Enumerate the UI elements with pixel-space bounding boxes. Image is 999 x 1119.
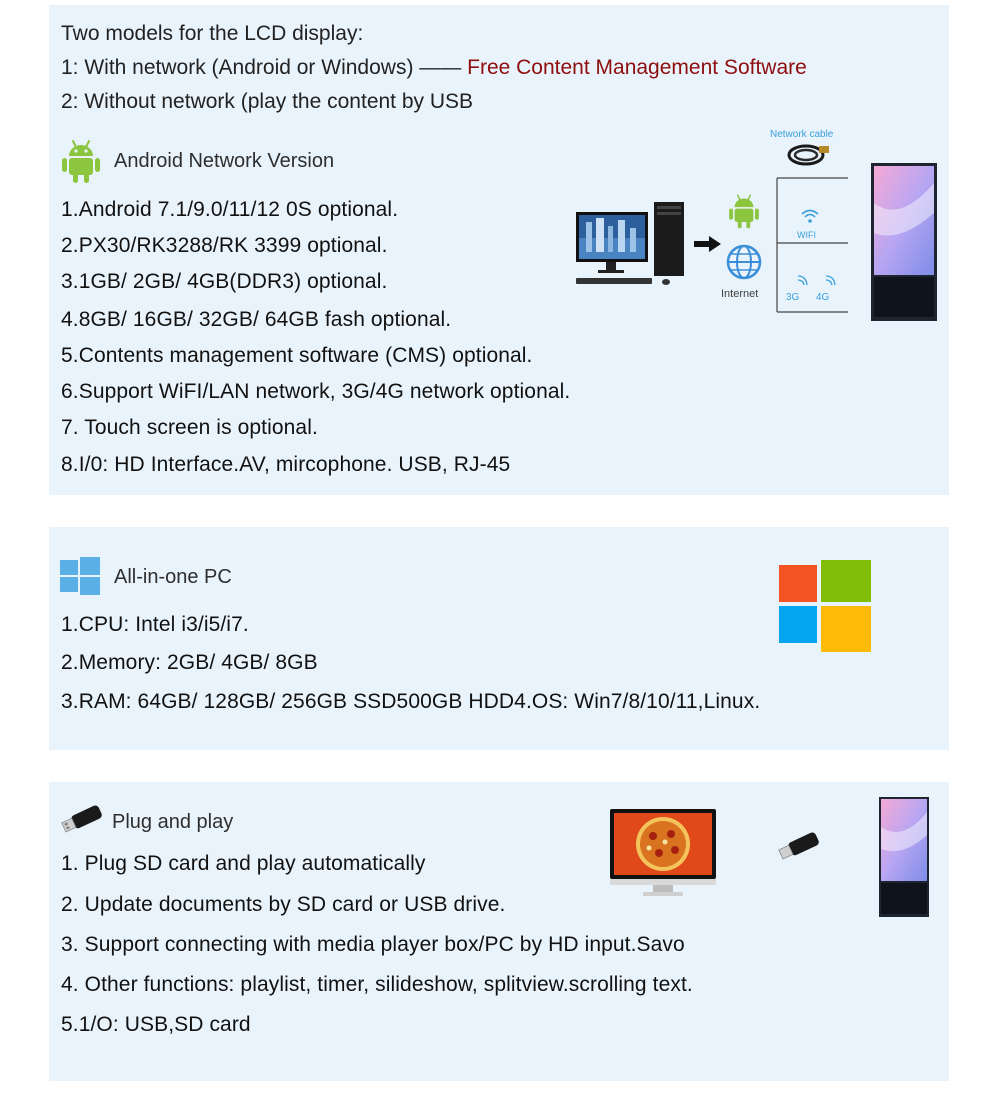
intro-line-1: Two models for the LCD display: — [61, 22, 364, 45]
3g-label: 3G — [786, 292, 800, 303]
kiosk-display-image — [870, 163, 938, 323]
cms-highlight: Free Content Management Software — [467, 56, 807, 79]
signal-icon — [796, 273, 846, 289]
android-item-7: 7. Touch screen is optional. — [61, 416, 318, 439]
arrow-right-icon — [694, 236, 722, 252]
android-item-3: 3.1GB/ 2GB/ 4GB(DDR3) optional. — [61, 270, 388, 293]
windows-item-3: 3.RAM: 64GB/ 128GB/ 256GB SSD500GB HDD4.OS: Win7/8/10/11,Linux. — [61, 690, 761, 713]
android-icon — [61, 138, 101, 184]
android-item-5: 5.Contents management software (CMS) optional. — [61, 344, 533, 367]
intro-line-2 — [61, 56, 807, 80]
android-item-2: 2.PX30/RK3288/RK 3399 optional. — [61, 234, 388, 257]
globe-icon — [726, 244, 762, 280]
android-item-4: 4.8GB/ 16GB/ 32GB/ 64GB fash optional. — [61, 308, 452, 331]
windows-small-icon — [60, 557, 100, 595]
plug-item-3: 3. Support connecting with media player box/PC by HD input.Savo — [61, 933, 685, 956]
plug-item-5: 5.1/O: USB,SD card — [61, 1013, 251, 1036]
intro-line-3: 2: Without network (play the content by USB — [61, 90, 474, 113]
plug-item-1: 1. Plug SD card and play automatically — [61, 852, 426, 875]
desktop-computer-icon — [574, 198, 694, 290]
windows-heading: All-in-one PC — [114, 566, 232, 588]
wifi-label: WIFI — [797, 230, 816, 240]
windows-logo-icon — [779, 560, 871, 652]
android-item-8: 8.I/0: HD Interface.AV, mircophone. USB, RJ-45 — [61, 453, 511, 476]
network-cable-icon — [786, 142, 832, 168]
usb-drive-small-icon — [776, 830, 822, 862]
android-heading: Android Network Version — [114, 150, 335, 172]
plug-heading: Plug and play — [112, 811, 234, 833]
wifi-icon — [800, 208, 820, 224]
internet-label: Internet — [721, 288, 759, 300]
usb-drive-icon — [60, 803, 104, 835]
android-small-icon — [728, 193, 760, 229]
4g-label: 4G — [816, 292, 830, 303]
android-item-1: 1.Android 7.1/9.0/11/12 0S optional. — [61, 198, 399, 221]
plug-item-2: 2. Update documents by SD card or USB drive. — [61, 893, 506, 916]
monitor-pizza-image — [609, 808, 719, 898]
windows-item-2: 2.Memory: 2GB/ 4GB/ 8GB — [61, 651, 318, 674]
android-item-6: 6.Support WiFI/LAN network, 3G/4G network optional. — [61, 380, 571, 403]
plug-item-4: 4. Other functions: playlist, timer, silideshow, splitview.scrolling text. — [61, 973, 693, 996]
kiosk-display-small-image — [878, 797, 930, 919]
network-cable-label: Network cable — [770, 129, 834, 140]
intro-line-2-prefix: 1: With network (Android or Windows) —— — [61, 56, 468, 79]
windows-item-1: 1.CPU: Intel i3/i5/i7. — [61, 613, 249, 636]
